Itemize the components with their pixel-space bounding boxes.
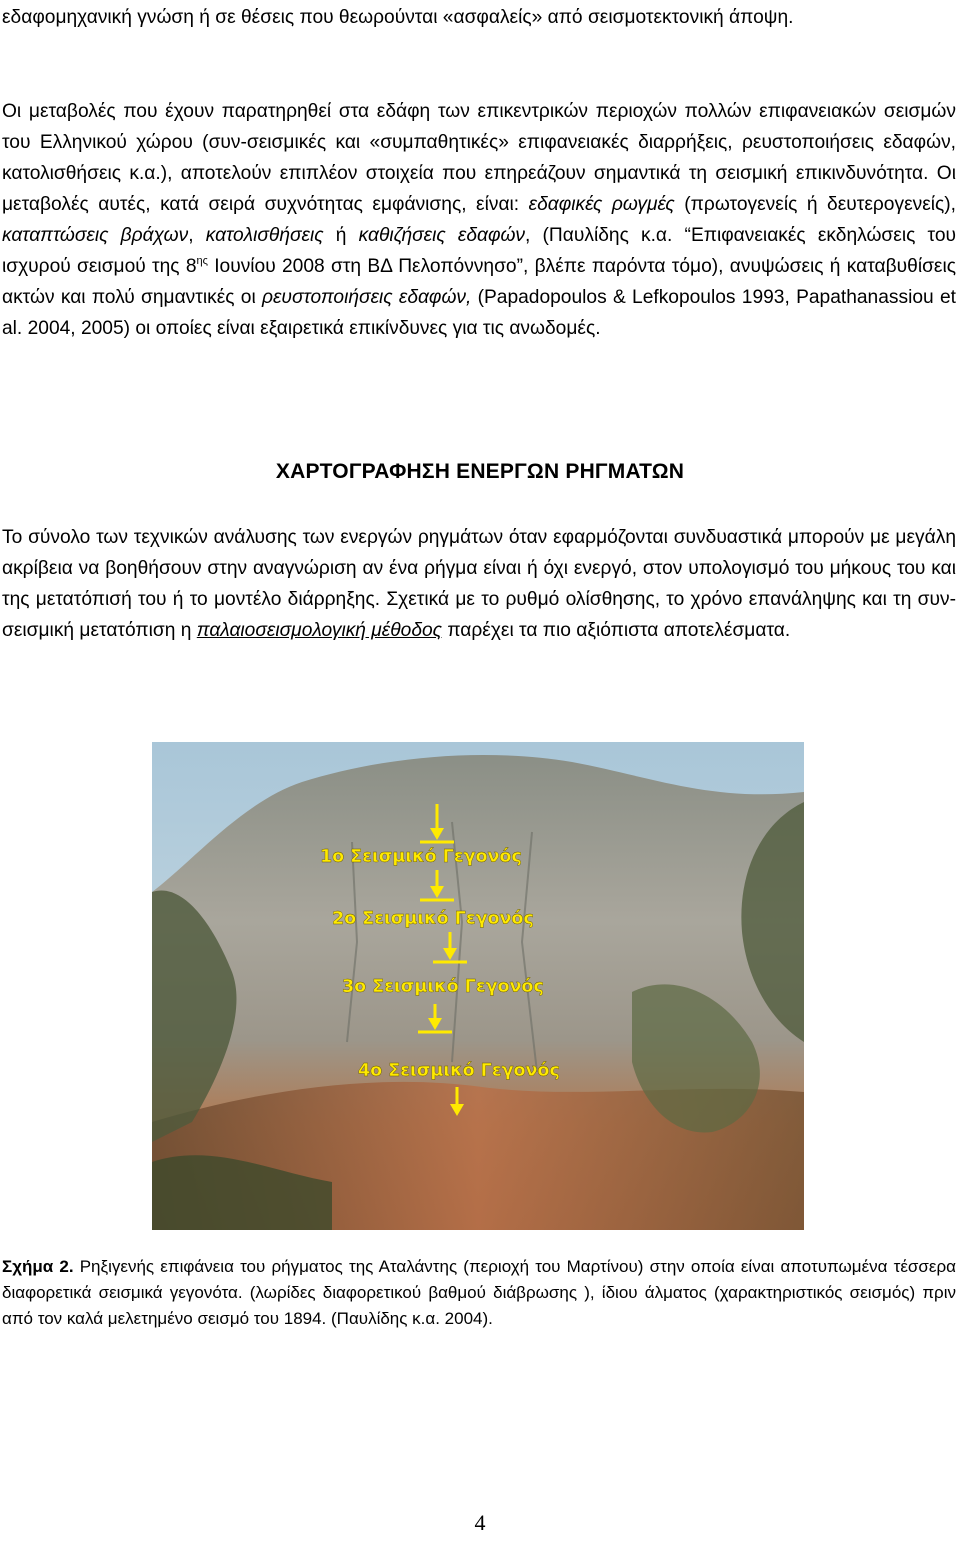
section-heading: ΧΑΡΤΟΓΡΑΦΗΣΗ ΕΝΕΡΓΩΝ ΡΗΓΜΑΤΩΝ: [275, 460, 685, 483]
text-run: Το σύνολο των τεχνικών ανάλυσης των ενεργών ρηγμάτων όταν εφαρμόζονται συνδυαστικά μπορούν με μεγάλη ακρίβεια να βοηθήσουν στην αναγνώριση αν ένα ρήγμα είναι ή όχι ενεργό, στον υπολογισμό του μήκους του και της μετατόπισή του ή το μοντέλο διάρρηξης. Σχετικά με το ρυθμό ολίσθησης, το χρόνο επανάληψης και τη συν-σεισμική μετατόπιση η: [2, 527, 956, 641]
paragraph-continuation: [2, 2, 956, 33]
superscript: ης: [196, 255, 208, 267]
paragraph-techniques: [2, 522, 956, 646]
event-label-3: 3ο Σεισμικό Γεγονός: [342, 977, 544, 997]
figure-caption: [2, 1254, 956, 1332]
text-run: ή: [323, 225, 359, 246]
fault-surface-photo: [152, 742, 804, 1230]
text-run: , (Παυλίδης κ.α. “Επιφανειακές εκδηλώσεις του ισχυρού σεισμού της 8: [2, 225, 956, 277]
text-run: Οι μεταβολές που έχουν παρατηρηθεί στα εδάφη των επικεντρικών περιοχών πολλών επιφανειακών σεισμών του Ελληνικού χώρου (συν-σεισμικές και «συμπαθητικές» επιφανειακές διαρρήξεις, ρευστοποιήσεις εδαφών, κατολισθήσεις κ.α.), αποτελούν επιπλέον στοιχεία που επηρεάζουν σημαντικά τη σεισμική επικινδυνότητα. Οι μεταβολές αυτές, κατά σειρά συχνότητας εμφάνισης, είναι:: [2, 101, 956, 215]
italic-term: κατολισθήσεις: [205, 225, 324, 246]
event-label-2: 2ο Σεισμικό Γεγονός: [332, 909, 534, 929]
caption-label: Σχήμα 2.: [2, 1257, 74, 1276]
text-run: Ιουνίου 2008 στη ΒΔ Πελοπόννησο”, βλέπε παρόντα τόμο), ανυψώσεις ή καταβυθίσεις ακτών και πολύ σημαντικές οι: [2, 256, 956, 308]
text-run: ,: [188, 225, 206, 246]
italic-term: καθιζήσεις εδαφών: [358, 225, 525, 246]
paragraph-text: εδαφομηχανική γνώση ή σε θέσεις που θεωρούνται «ασφαλείς» από σεισμοτεκτονική άποψη.: [2, 7, 794, 28]
text-run: παρέχει τα πιο αξιόπιστα αποτελέσματα.: [441, 620, 791, 641]
italic-term: καταπτώσεις βράχων: [2, 225, 189, 246]
paragraph-soil-changes: [2, 96, 956, 344]
page-number: 4: [474, 1510, 486, 1535]
text-run: (Papadopoulos & Lefkopoulos 1993, Papathanassiou et al. 2004, 2005) οι οποίες είναι εξαιρετικά επικίνδυνες για τις ανωδομές.: [2, 287, 956, 339]
italic-term: παλαιοσεισμολογική μέθοδος: [196, 620, 442, 641]
photo-illustration: [152, 742, 804, 1230]
event-label-4: 4ο Σεισμικό Γεγονός: [358, 1061, 560, 1081]
caption-text: Ρηξιγενής επιφάνεια του ρήγματος της Αταλάντης (περιοχή του Μαρτίνου) στην οποία είναι αποτυπωμένα τέσσερα διαφορετικά σεισμικά γεγονότα. (λωρίδες διαφορετικού βαθμού διάβρωσης ), ίδιου άλματος (χαρακτηριστικός σεισμός) πριν από τον καλά μελετημένο σεισμό του 1894. (Παυλίδης κ.α. 2004).: [2, 1257, 956, 1328]
italic-term: ρευστοποιήσεις εδαφών,: [262, 287, 472, 308]
event-label-1: 1ο Σεισμικό Γεγονός: [320, 847, 522, 867]
text-run: (πρωτογενείς ή δευτερογενείς),: [674, 194, 957, 215]
italic-term: εδαφικές ρωγμές: [528, 194, 675, 215]
